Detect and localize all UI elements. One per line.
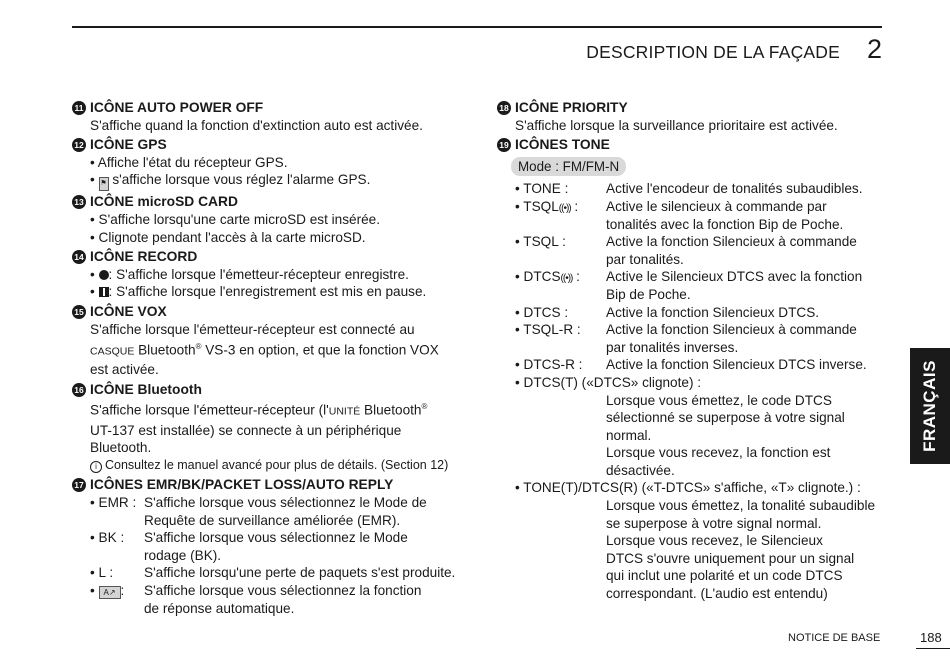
section-text: S'affiche quand la fonction d'extinction auto est activée. [90, 117, 423, 133]
bullet-line: • Affiche l'état du récepteur GPS. [90, 154, 288, 170]
bullet-text: : S'affiche lorsque l'enregistrement est mis en pause. [108, 284, 427, 300]
definition-item [72, 529, 472, 564]
section-vox [72, 303, 472, 379]
reference-note [72, 457, 472, 475]
section-text: CASQUE Bluetooth® VS-3 en option, et que la fonction VOX [90, 342, 439, 358]
definition-item: • DTCS((•)) : Active le Silencieux DTCS avec la fonction Bip de Poche. [515, 268, 897, 303]
definition-line: S'affiche lorsqu'une perte de paquets s'est produite. [144, 565, 456, 581]
definition-line: Active la fonction Silencieux DTCS. [606, 304, 820, 320]
definition-term: • L : [90, 565, 114, 581]
definition-term: • DTCS [515, 269, 561, 285]
definition-line: par tonalités. [606, 251, 684, 267]
bullet-line: • : S'affiche lorsque l'émetteur-récepteur enregistre. [90, 266, 409, 282]
language-side-tab [910, 348, 950, 464]
section-title: ICÔNES TONE [515, 137, 610, 153]
bullet-text: : S'affiche lorsque l'émetteur-récepteur enregistre. [108, 266, 409, 282]
section-priority [497, 99, 897, 134]
definition-term: • EMR : [90, 494, 137, 510]
definition-item [515, 304, 897, 322]
definition-line: se superpose à votre signal normal. [606, 515, 822, 531]
definition-term: • TSQL [515, 198, 559, 214]
small-caps-text: UNITÉ [328, 405, 361, 418]
definition-line: sélectionné se superpose à votre signal [606, 410, 845, 426]
record-dot-icon [99, 270, 109, 280]
definition-line: qui inclut une polarité et un code DTCS [606, 568, 843, 584]
info-circle-icon: i [90, 461, 102, 473]
bullet-text: s'affiche lorsque vous réglez l'alarme GPS. [108, 172, 371, 188]
definition-term: : [120, 582, 125, 598]
definition-line: Lorsque vous émettez, la tonalité subaudible [606, 498, 876, 514]
mode-badge: Mode : FM/FM-N [511, 157, 626, 177]
definition-term: • DTCS : [515, 304, 569, 320]
section-text: S'affiche lorsque la surveillance prioritaire est activée. [515, 117, 838, 133]
section-title: ICÔNE GPS [90, 137, 167, 153]
definition-term: • TONE : [515, 181, 569, 197]
item-number-badge: 14 [72, 250, 86, 264]
right-column [497, 99, 897, 605]
definition-line: Active le silencieux à commande par [606, 198, 827, 214]
definition-item [515, 180, 897, 198]
item-number-badge: 17 [72, 478, 86, 492]
section-title: ICÔNE AUTO POWER OFF [90, 100, 264, 115]
definition-line: Active le Silencieux DTCS avec la fonction [606, 269, 863, 285]
text-fragment: S'affiche lorsque l'émetteur-récepteur (l' [90, 402, 329, 418]
section-text: S'affiche lorsque l'émetteur-récepteur est connecté au [90, 321, 415, 337]
language-label: FRANÇAIS [920, 360, 939, 452]
page-number: 188 [920, 630, 942, 645]
bullet-marker: • [90, 172, 99, 188]
definition-item [515, 356, 897, 374]
gps-alarm-icon: ⚑ [99, 177, 109, 191]
pause-icon [99, 287, 109, 297]
item-number-badge: 18 [497, 101, 511, 115]
definition-line: Lorsque vous recevez, le Silencieux [606, 533, 823, 549]
definition-line: Active la fonction Silencieux DTCS inverse. [606, 357, 867, 373]
item-number-badge: 13 [72, 195, 86, 209]
section-gps [72, 136, 472, 191]
section-text: S'affiche lorsque l'émetteur-récepteur (l'UNITÉ Bluetooth® [90, 402, 428, 418]
text-fragment: VS-3 en option, et que la fonction VOX [201, 342, 439, 358]
definition-line: S'affiche lorsque vous sélectionnez la fonction [144, 582, 422, 598]
definition-item [515, 233, 897, 268]
left-column [72, 99, 472, 619]
bullet-line: • : S'affiche lorsque l'enregistrement est mis en pause. [90, 284, 427, 300]
definition-line: de réponse automatique. [144, 600, 295, 616]
bullet-line: • S'affiche lorsqu'une carte microSD est insérée. [90, 211, 381, 227]
dtcs-t-body [515, 392, 897, 480]
definition-item [72, 564, 472, 582]
pocket-beep-icon: ((•)) [558, 202, 571, 214]
definition-line: Active l'encodeur de tonalités subaudibles. [606, 181, 863, 197]
definition-term: • BK : [90, 530, 125, 546]
definition-item: • A↗ : S'affiche lorsque vous sélectionnez la fonction de réponse automatique. [72, 582, 472, 617]
section-title: ICÔNES EMR/BK/PACKET LOSS/AUTO REPLY [90, 477, 394, 493]
section-title: ICÔNE RECORD [90, 249, 198, 265]
bullet-line [72, 171, 472, 191]
definition-line: Active la fonction Silencieux à commande [606, 322, 857, 338]
item-number-badge: 19 [497, 138, 511, 152]
footer-label: NOTICE DE BASE [788, 632, 881, 644]
pocket-beep-icon: ((•)) [560, 273, 573, 285]
definition-line: par tonalités inverses. [606, 339, 739, 355]
section-auto-power-off [72, 99, 472, 134]
section-text: UT-137 est installée) se connecte à un périphérique [90, 422, 402, 438]
text-fragment: Bluetooth [360, 402, 422, 418]
definition-item: • TSQL((•)) : Active le silencieux à commande par tonalités avec la fonction Bip de Poche. [515, 198, 897, 233]
definition-term: • TSQL : [515, 234, 566, 250]
tone-t-head: • TONE(T)/DTCS(R) («T-DTCS» s'affiche, «T» clignote.) : [515, 480, 861, 496]
section-bluetooth [72, 381, 472, 475]
section-title: ICÔNE PRIORITY [515, 100, 628, 115]
section-microsd [72, 193, 472, 246]
tone-t-body [515, 497, 897, 603]
section-tone [497, 136, 897, 602]
definition-line: désactivée. [606, 462, 675, 478]
footer-rule [916, 648, 950, 649]
text-fragment: Bluetooth [134, 342, 196, 358]
definition-term: • DTCS-R : [515, 357, 583, 373]
note-text: Consultez le manuel avancé pour plus de détails. (Section 12) [105, 457, 449, 472]
top-rule [72, 26, 882, 28]
small-caps-text: CASQUE [90, 345, 135, 358]
item-number-badge: 12 [72, 138, 86, 152]
definition-line: Lorsque vous émettez, le code DTCS [606, 392, 832, 408]
item-number-badge: 16 [72, 383, 86, 397]
item-number-badge: 11 [72, 101, 86, 115]
definition-line: DTCS s'ouvre uniquement pour un signal [606, 550, 855, 566]
item-number-badge: 15 [72, 305, 86, 319]
auto-reply-icon: A↗ [99, 586, 121, 599]
definition-item [515, 321, 897, 356]
definition-line: S'affiche lorsque vous sélectionnez le Mode de [144, 494, 427, 510]
section-record [72, 248, 472, 301]
page-header-title: DESCRIPTION DE LA FAÇADE [586, 42, 840, 62]
section-text: est activée. [90, 362, 159, 378]
definition-line: correspondant. (L'audio est entendu) [606, 586, 828, 602]
definition-line: S'affiche lorsque vous sélectionnez le Mode [144, 530, 408, 546]
definition-line: rodage (BK). [144, 547, 222, 563]
section-text: Bluetooth. [90, 440, 152, 456]
section-title: ICÔNE VOX [90, 303, 167, 319]
definition-term: • TSQL-R : [515, 322, 581, 338]
definition-line: Lorsque vous recevez, la fonction est [606, 445, 831, 461]
bullet-line: • Clignote pendant l'accès à la carte microSD. [90, 229, 366, 245]
definition-line: Active la fonction Silencieux à commande [606, 234, 857, 250]
section-title: ICÔNE Bluetooth [90, 381, 202, 397]
chapter-number: 2 [866, 34, 882, 64]
definition-line: tonalités avec la fonction Bip de Poche. [606, 216, 844, 232]
definition-line: Bip de Poche. [606, 286, 691, 302]
section-emr-bk [72, 476, 472, 617]
definition-item [72, 494, 472, 529]
definition-line: Requête de surveillance améliorée (EMR). [144, 512, 401, 528]
section-title: ICÔNE microSD CARD [90, 194, 238, 210]
tone-list [497, 180, 897, 602]
dtcs-t-head: • DTCS(T) («DTCS» clignote) : [515, 374, 702, 390]
definition-line: normal. [606, 427, 652, 443]
